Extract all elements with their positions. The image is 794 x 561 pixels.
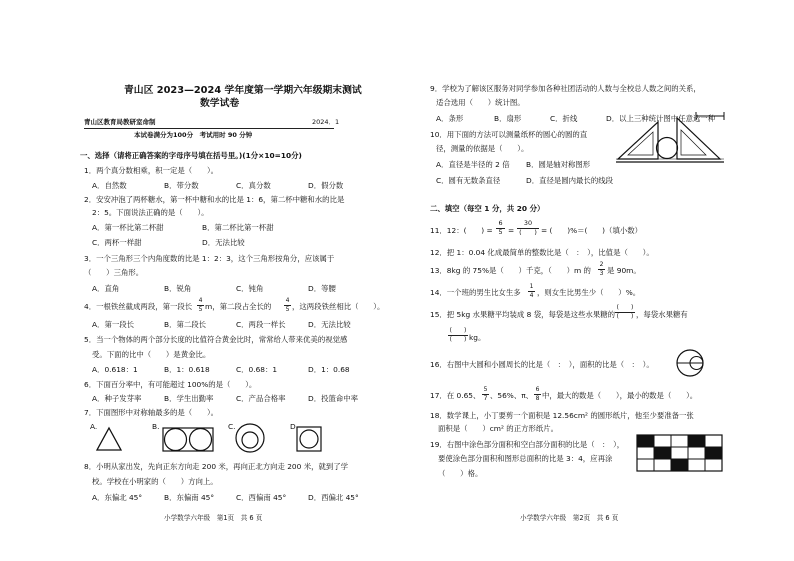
- q11-fraction2-denominator[interactable]: ( ): [519, 228, 537, 236]
- question-17-part1: 17．在 0.65、: [430, 391, 481, 400]
- section-2-heading: 二、填空（每空 1 分，共 20 分）: [430, 204, 545, 213]
- q3-option-b[interactable]: B．锐角: [164, 284, 192, 293]
- question-13-part2: 是 90m。: [607, 266, 641, 275]
- q2-option-b[interactable]: B．第二杯比第一杯甜: [202, 223, 274, 232]
- question-8-line2: 校。学校在小明家的（ ）方向上。: [92, 477, 218, 486]
- q10-option-d[interactable]: D．直径是圆内最长的线段: [526, 176, 613, 185]
- question-15-part1: 15．把 5kg 水果糖平均装成 8 袋，每袋是这些水果糖的: [430, 310, 615, 319]
- q7-option-b-label[interactable]: B.: [152, 422, 160, 431]
- q4-fraction2-numerator: 4: [285, 297, 290, 304]
- question-15-part3: kg。: [469, 333, 486, 342]
- q17-fraction2-denominator: 8: [535, 395, 540, 402]
- q17-fraction2-numerator: 6: [535, 386, 540, 393]
- issuer: 青山区教育局教研室命制: [84, 118, 156, 126]
- q11-fraction2-numerator: 30: [523, 219, 533, 227]
- q2-option-c[interactable]: C．两杯一样甜: [92, 238, 142, 247]
- exam-date: 2024．1: [312, 118, 340, 126]
- q13-fraction-denominator: 3: [599, 270, 604, 277]
- q7-rectangle-two-circles-figure: [162, 426, 214, 452]
- exam-subtitle: 数学试卷: [200, 98, 240, 109]
- q16-circles-figure: [674, 348, 708, 378]
- question-10-line1: 10．用下面的方法可以测量纸杯的圆心的圆的直: [430, 130, 588, 139]
- left-column: [80, 0, 418, 561]
- q4-option-c[interactable]: C．两段一样长: [236, 320, 286, 329]
- question-3-line1: 3．一个三角形三个内角度数的比是 1：2：3，这个三角形按角分，应该属于: [84, 254, 335, 263]
- q10-option-b[interactable]: B．圆是轴对称图形: [526, 160, 591, 169]
- question-4-part1: 4．一根铁丝截成两段，第一段长: [84, 302, 193, 311]
- header-rule: [84, 128, 334, 129]
- q15-fraction1-numerator[interactable]: ( ): [616, 304, 634, 311]
- q3-option-c[interactable]: C．钝角: [236, 284, 264, 293]
- question-5-line2: 受。下面的比中（ ）是黄金比。: [92, 350, 211, 359]
- exam-info: 本试卷满分为100分 考试用时 90 分钟: [134, 131, 253, 139]
- q17-fraction1-numerator: 5: [483, 386, 488, 393]
- page-1-footer: 小学数学六年级 第1页 共 6 页: [164, 514, 263, 522]
- q2-option-d[interactable]: D．无法比较: [202, 238, 245, 247]
- q5-option-a[interactable]: A．0.618：1: [92, 365, 138, 374]
- question-14-part1: 14．一个班的男生比女生多: [430, 288, 521, 297]
- section-1-heading: 一、选择（请将正确答案的字母序号填在括号里。)(1分×10=10分): [80, 151, 302, 160]
- question-18-line2: 面积是（ ）cm² 的正方形纸片。: [438, 424, 559, 433]
- q11-fraction1-denominator: 5: [498, 228, 503, 236]
- q4-fraction1-numerator: 4: [198, 297, 203, 304]
- q11-fraction1-numerator: 6: [498, 219, 503, 227]
- q8-option-c[interactable]: C．西偏南 45°: [236, 493, 287, 502]
- q7-option-a-label[interactable]: A.: [90, 422, 98, 431]
- question-19-line1: 19．右图中涂色部分面积和空白部分面积的比是（ ： ），: [430, 440, 625, 449]
- q5-option-b[interactable]: B．1：0.618: [164, 365, 210, 374]
- question-13-part1: 13．8kg 的 75%是（ ）千克，（ ）m 的: [430, 266, 591, 275]
- q10-measuring-figure: [616, 110, 726, 166]
- q7-triangle-figure: [96, 426, 122, 452]
- q4-option-a[interactable]: A．第一段长: [92, 320, 135, 329]
- question-2-line1: 2．安安冲泡了两杯糖水，第一杯中糖和水的比是 1：6，第二杯中糖和水的比是: [84, 195, 345, 204]
- question-10-line2: 径，测量的依据是（ ）。: [436, 144, 529, 153]
- q5-option-c[interactable]: C．0.68：1: [236, 365, 278, 374]
- q7-option-d-label[interactable]: D.: [290, 422, 299, 431]
- question-15-part2: ，每袋水果糖有: [636, 310, 688, 319]
- q9-option-c[interactable]: C．折线: [550, 114, 578, 123]
- q15-fraction1-denominator[interactable]: ( ): [616, 313, 634, 320]
- q6-option-b[interactable]: B．学生出勤率: [164, 394, 214, 403]
- q1-option-a[interactable]: A．自然数: [92, 181, 127, 190]
- q15-fraction2-numerator[interactable]: ( ): [449, 327, 467, 334]
- q5-option-d[interactable]: D．1：0.68: [308, 365, 350, 374]
- q1-option-d[interactable]: D．假分数: [308, 181, 344, 190]
- question-8-line1: 8．小明从家出发，先向正东方向走 200 米，再向正北方向走 200 米，就到了学: [84, 462, 349, 471]
- page-2-footer: 小学数学六年级 第2页 共 6 页: [520, 514, 619, 522]
- q6-option-d[interactable]: D．投篮命中率: [308, 394, 359, 403]
- q6-option-c[interactable]: C．产品合格率: [236, 394, 286, 403]
- q7-option-c-label[interactable]: C.: [228, 422, 236, 431]
- question-4-part2: m，第二段占全长的: [205, 302, 272, 311]
- q9-option-a[interactable]: A．条形: [436, 114, 464, 123]
- q10-option-c[interactable]: C．圆有无数条直径: [436, 176, 501, 185]
- q7-square-circle-figure: [296, 426, 322, 452]
- q19-grid-figure: [636, 434, 726, 474]
- question-16: 16．右图中大圆和小圆周长的比是（ ： ），面积的比是（ ： ）。: [430, 360, 654, 369]
- question-17-part2: 、56%、π、: [490, 391, 534, 400]
- q7-concentric-circles-figure: [234, 423, 266, 453]
- q9-option-d[interactable]: D．以上三种统计图中任意选一种: [606, 114, 716, 123]
- q8-option-b[interactable]: B．东偏南 45°: [164, 493, 215, 502]
- q4-option-b[interactable]: B．第二段长: [164, 320, 207, 329]
- q8-option-d[interactable]: D．西偏北 45°: [308, 493, 359, 502]
- question-3-line2: （ ）三角形。: [84, 268, 144, 277]
- question-2-line2: 2：5。下面说法正确的是（ ）。: [92, 208, 209, 217]
- q14-fraction-numerator: 1: [529, 283, 534, 290]
- q6-option-a[interactable]: A．种子发芽率: [92, 394, 142, 403]
- question-9-line2: 适合选用（ ）统计图。: [436, 98, 525, 107]
- question-17-part3: 中，最大的数是（ ），最小的数是（ ）。: [542, 391, 698, 400]
- q17-fraction1-denominator: 7: [483, 395, 488, 402]
- q8-option-a[interactable]: A．东偏北 45°: [92, 493, 143, 502]
- q14-fraction-denominator: 4: [529, 292, 534, 299]
- question-9-line1: 9．学校为了解该区服务对同学参加各种社团活动的人数与全校总人数之间的关系，: [430, 84, 701, 93]
- q3-option-d[interactable]: D．等腰: [308, 284, 336, 293]
- q1-option-b[interactable]: B．带分数: [164, 181, 199, 190]
- question-5-line1: 5．当一个物体的两个部分长度的比值符合黄金比时，常常给人带来优美的视觉感: [84, 335, 348, 344]
- question-19-line3: （ ）格。: [438, 469, 483, 478]
- q15-fraction2-denominator[interactable]: ( ): [449, 336, 467, 343]
- q10-option-a[interactable]: A．直径是半径的 2 倍: [436, 160, 510, 169]
- question-11-part2: = ( )%＝( )（填小数）: [541, 226, 643, 235]
- question-11-part1: 11．12：( ) =: [430, 226, 493, 235]
- question-18-line1: 18．数学课上，小丁要剪一个面积是 12.56cm² 的圆形纸片，他至少要准备一张: [430, 411, 694, 420]
- q2-option-a[interactable]: A．第一杯比第二杯甜: [92, 223, 164, 232]
- q9-option-b[interactable]: B．扇形: [494, 114, 522, 123]
- question-6: 6．下面百分率中，有可能超过 100%的是（ ）。: [84, 380, 257, 389]
- q1-option-c[interactable]: C．真分数: [236, 181, 271, 190]
- question-14-part2: ，则女生比男生少（ ）%。: [537, 288, 641, 297]
- exam-title: 青山区 2023—2024 学年度第一学期六年级期末测试: [124, 85, 362, 96]
- q4-fraction2-denominator: 5: [285, 306, 290, 313]
- q4-option-d[interactable]: D．无法比较: [308, 320, 351, 329]
- q11-equals: =: [508, 226, 515, 235]
- q4-fraction1-denominator: 5: [198, 306, 203, 313]
- question-12: 12．把 1：0.04 化成最简单的整数比是（ ： ），比值是（ ）。: [430, 248, 654, 257]
- question-7: 7．下面图形中对称轴最多的是（ ）。: [84, 408, 219, 417]
- q3-option-a[interactable]: A．直角: [92, 284, 120, 293]
- q13-fraction-numerator: 2: [599, 261, 604, 268]
- question-19-line2: 要使涂色部分面积和图形总面积的比是 3：4，应再涂: [438, 454, 613, 463]
- question-4-part3: ，这两段铁丝相比（ ）。: [292, 302, 385, 311]
- right-column: [430, 0, 730, 561]
- question-1: 1．两个真分数相乘，积一定是（ ）。: [84, 166, 219, 175]
